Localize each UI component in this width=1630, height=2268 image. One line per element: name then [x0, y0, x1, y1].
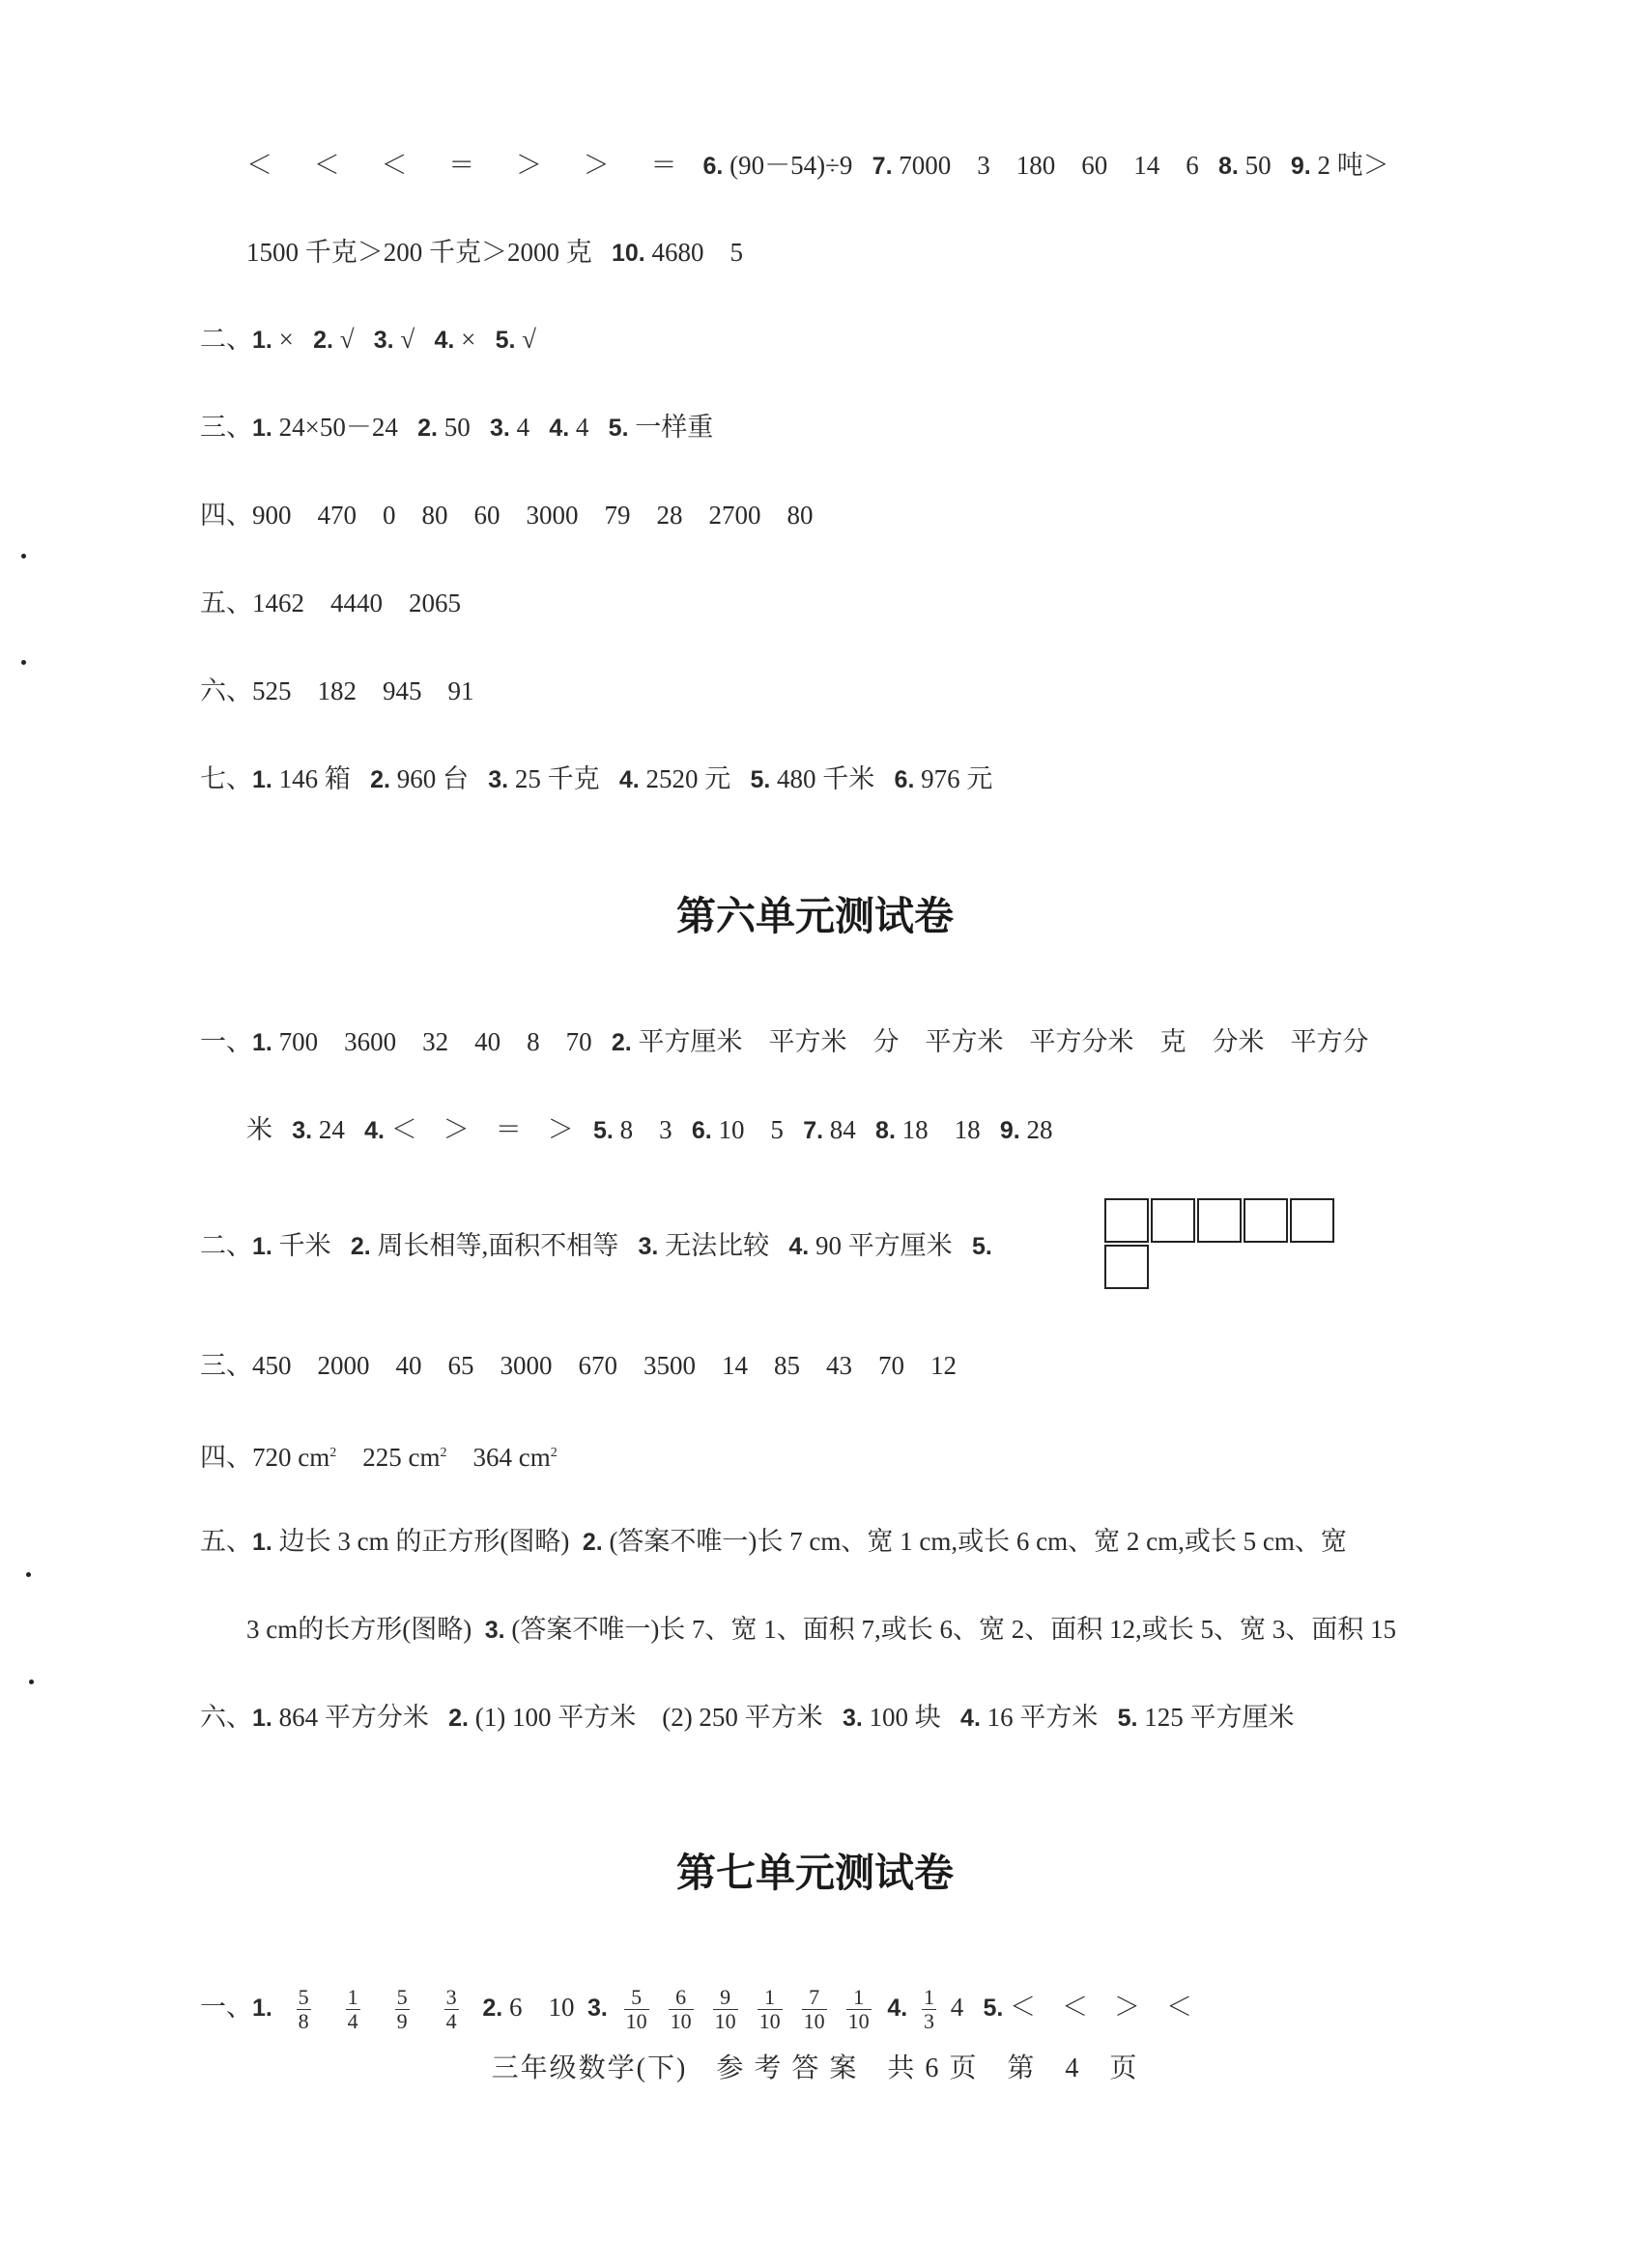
- fraction: $\frac{1}{3}$: [923, 1985, 934, 2034]
- section-label: 七、: [200, 764, 252, 793]
- fraction: $\frac{5}{9}$: [396, 1985, 408, 2034]
- question-number: 3.: [489, 415, 510, 442]
- question-number: 5.: [971, 1233, 992, 1260]
- answer-text: 720 cm: [252, 1443, 330, 1472]
- question-number: 3.: [484, 1617, 505, 1644]
- question-number: 6.: [691, 1117, 712, 1144]
- answer-text: 米: [246, 1115, 272, 1144]
- superscript: 2: [440, 1446, 447, 1460]
- answer-text: 4680 5: [651, 238, 744, 267]
- answer-text: 4: [575, 413, 589, 442]
- question-number: 4.: [618, 766, 640, 793]
- question-number: 3.: [488, 766, 509, 793]
- answer-text: 4: [516, 413, 530, 442]
- answer-text: ＜ ＜ ＞ ＜: [1010, 1993, 1193, 2022]
- question-number: 4.: [549, 415, 570, 442]
- answer-text: 364 cm: [472, 1443, 551, 1472]
- answer-text: √: [400, 325, 415, 354]
- fraction: $\frac{7}{10}$: [803, 1985, 825, 2034]
- answer-text: 16 平方米: [987, 1703, 1099, 1732]
- margin-dot: [29, 1679, 34, 1684]
- question-number: 7.: [803, 1117, 824, 1144]
- question-number: 4.: [960, 1705, 981, 1732]
- answer-text: 900 470 0 80 60 3000 79 28 2700 80: [252, 501, 814, 530]
- answer-text: 边长 3 cm 的正方形(图略): [278, 1527, 570, 1556]
- question-number: 1.: [252, 1705, 272, 1732]
- question-number: 1.: [252, 1995, 272, 2022]
- question-number: 1.: [252, 327, 272, 354]
- answer-text: 100 块: [869, 1703, 941, 1732]
- question-number: 2.: [370, 766, 390, 793]
- fraction: $\frac{5}{10}$: [625, 1985, 647, 2034]
- question-number: 1.: [252, 1529, 272, 1556]
- u6-section-er: [200, 1226, 992, 1266]
- answer-text: 4: [950, 1993, 964, 2022]
- answer-text: 无法比较: [665, 1231, 770, 1260]
- symbol: ＜: [246, 151, 272, 180]
- fraction: $\frac{9}{10}$: [714, 1985, 736, 2034]
- question-number: 5.: [983, 1995, 1004, 2022]
- question-number: 1.: [252, 415, 272, 442]
- question-number: 2.: [582, 1529, 603, 1556]
- fraction: $\frac{5}{8}$: [298, 1985, 309, 2034]
- answer-text: 976 元: [921, 764, 993, 793]
- section-label: 五、: [200, 1527, 252, 1556]
- margin-dot: [26, 1572, 31, 1577]
- fraction: $\frac{1}{4}$: [347, 1985, 358, 2034]
- answer-text: 450 2000 40 65 3000 670 3500 14 85 43 70 12: [252, 1351, 957, 1380]
- question-number: 6.: [702, 153, 724, 180]
- answer-text: 10 5: [718, 1115, 784, 1144]
- answer-text: 90 平方厘米: [815, 1231, 953, 1260]
- unit6-title: 第六单元测试卷: [676, 893, 954, 939]
- question-number: 2.: [313, 327, 333, 354]
- section-label: 六、: [200, 1703, 252, 1732]
- square-net-figure: [1104, 1198, 1336, 1293]
- superscript: 2: [329, 1446, 337, 1460]
- question-number: 5.: [592, 1117, 614, 1144]
- u6-section-yi: [200, 1022, 1368, 1062]
- question-number: 2.: [448, 1705, 469, 1732]
- u6-section-yi-cont: [246, 1110, 1053, 1150]
- question-number: 4.: [364, 1117, 385, 1144]
- u6-section-wu-cont: [246, 1610, 1396, 1650]
- answer-text: 525 182 945 91: [252, 676, 474, 705]
- symbol: ＞: [583, 151, 610, 180]
- question-number: 4.: [887, 1995, 908, 2022]
- question-number: 3.: [292, 1117, 313, 1144]
- margin-dot: [21, 554, 26, 559]
- unit7-title: 第七单元测试卷: [676, 1850, 954, 1896]
- answer-text: 864 平方分米: [278, 1703, 429, 1732]
- fraction: $\frac{6}{10}$: [670, 1985, 692, 2034]
- section-label: 三、: [200, 413, 252, 442]
- question-number: 5.: [495, 327, 516, 354]
- answer-text: 18 18: [901, 1115, 981, 1144]
- section-si: [200, 496, 814, 534]
- section-label: 二、: [200, 325, 252, 354]
- question-number: 4.: [788, 1233, 810, 1260]
- answer-text: 25 千克: [514, 764, 600, 793]
- fraction: $\frac{1}{10}$: [847, 1985, 870, 2034]
- section-label: 四、: [200, 1443, 252, 1472]
- question-number: 1.: [252, 766, 272, 793]
- question-number: 3.: [638, 1233, 659, 1260]
- answer-text: 1462 4440 2065: [252, 589, 461, 617]
- section-label: 一、: [200, 1027, 252, 1056]
- answer-text: (1) 100 平方米 (2) 250 平方米: [474, 1703, 823, 1732]
- answer-text: 24×50－24: [278, 413, 398, 442]
- u6-section-wu: [200, 1522, 1347, 1562]
- question-number: 5.: [608, 415, 629, 442]
- section-label: 六、: [200, 676, 252, 705]
- answer-text: 225 cm: [362, 1443, 441, 1472]
- symbol: ＝: [448, 151, 475, 180]
- answer-text: √: [522, 325, 536, 354]
- fraction: $\frac{3}{4}$: [445, 1985, 457, 2034]
- u6-section-si: [200, 1434, 558, 1477]
- answer-text: 周长相等,面积不相等: [377, 1231, 619, 1260]
- answer-text: 480 千米: [777, 764, 875, 793]
- question-number: 9.: [999, 1117, 1020, 1144]
- answer-text: 7000 3 180 60 14 6: [899, 151, 1199, 180]
- question-number: 8.: [875, 1117, 896, 1144]
- section-label: 一、: [200, 1993, 252, 2022]
- question-number: 10.: [612, 240, 645, 267]
- answer-text: 一样重: [635, 413, 714, 442]
- answer-text: 960 台: [396, 764, 469, 793]
- symbol: ＞: [516, 151, 542, 180]
- answer-text: 84: [829, 1115, 856, 1144]
- answer-text: 2520 元: [645, 764, 731, 793]
- answer-text: 3 cm的长方形(图略): [246, 1615, 472, 1644]
- answer-text: (答案不唯一)长 7 cm、宽 1 cm,或长 6 cm、宽 2 cm,或长 5 cm、宽: [609, 1527, 1347, 1556]
- superscript: 2: [550, 1446, 558, 1460]
- question-number: 3.: [586, 1995, 608, 2022]
- answer-text: ×: [278, 325, 294, 354]
- question-number: 5.: [1117, 1705, 1138, 1732]
- margin-dot: [21, 660, 26, 665]
- page-footer: 三年级数学(下) 参 考 答 案 共 6 页 第 4 页: [491, 2053, 1139, 2083]
- question-number: 7.: [872, 153, 893, 180]
- answer-text: 6 10: [508, 1993, 575, 2022]
- answer-text: ＜ ＞ ＝ ＞: [390, 1115, 574, 1144]
- section-label: 四、: [200, 501, 252, 530]
- answer-text: 24: [318, 1115, 345, 1144]
- answer-text: 146 箱: [278, 764, 351, 793]
- answer-text: 2 吨＞: [1317, 151, 1389, 180]
- section-label: 三、: [200, 1351, 252, 1380]
- answer-text: 8 3: [619, 1115, 672, 1144]
- question-number: 1.: [252, 1029, 272, 1056]
- question-number: 5.: [750, 766, 771, 793]
- question-number: 2.: [350, 1233, 371, 1260]
- answer-text: ×: [461, 325, 476, 354]
- answer-text: 50: [1244, 151, 1272, 180]
- fraction: $\frac{1}{10}$: [758, 1985, 781, 2034]
- section-label: 二、: [200, 1231, 252, 1260]
- section-wu: [200, 584, 461, 622]
- section-qi: [200, 760, 992, 799]
- section-er: [200, 320, 536, 359]
- question-number: 8.: [1218, 153, 1239, 180]
- question-number: 9.: [1290, 153, 1311, 180]
- answer-text: 50: [443, 413, 471, 442]
- symbol: ＜: [381, 151, 408, 180]
- answer-text: 125 平方厘米: [1144, 1703, 1295, 1732]
- symbol: ＜: [313, 151, 340, 180]
- symbol: ＝: [650, 151, 677, 180]
- answer-text: 28: [1026, 1115, 1053, 1144]
- answer-text: √: [339, 325, 355, 354]
- answer-text: 1500 千克＞200 千克＞2000 克: [246, 238, 592, 267]
- question-number: 6.: [894, 766, 915, 793]
- question-number: 2.: [611, 1029, 632, 1056]
- question-number: 2.: [482, 1995, 503, 2022]
- u7-section-yi: [200, 1976, 1192, 2039]
- answer-text: 平方厘米 平方米 分 平方米 平方分米 克 分米 平方分: [638, 1027, 1369, 1056]
- question-number: 3.: [842, 1705, 863, 1732]
- answer-text: 千米: [278, 1231, 331, 1260]
- answer-row-1: [246, 146, 1389, 186]
- u6-section-san: [200, 1346, 957, 1385]
- section-label: 五、: [200, 589, 252, 617]
- question-number: 1.: [252, 1233, 272, 1260]
- section-san: [200, 408, 713, 447]
- question-number: 2.: [417, 415, 438, 442]
- answer-text: 700 3600 32 40 8 70: [278, 1027, 592, 1056]
- answer-text: (答案不唯一)长 7、宽 1、面积 7,或长 6、宽 2、面积 12,或长 5、宽 3、面积 15: [511, 1615, 1397, 1644]
- section-liu: [200, 672, 474, 710]
- u6-section-liu: [200, 1698, 1295, 1737]
- answer-text: (90－54)÷9: [729, 151, 853, 180]
- question-number: 4.: [434, 327, 455, 354]
- question-number: 3.: [373, 327, 394, 354]
- answer-row-2: [246, 233, 743, 273]
